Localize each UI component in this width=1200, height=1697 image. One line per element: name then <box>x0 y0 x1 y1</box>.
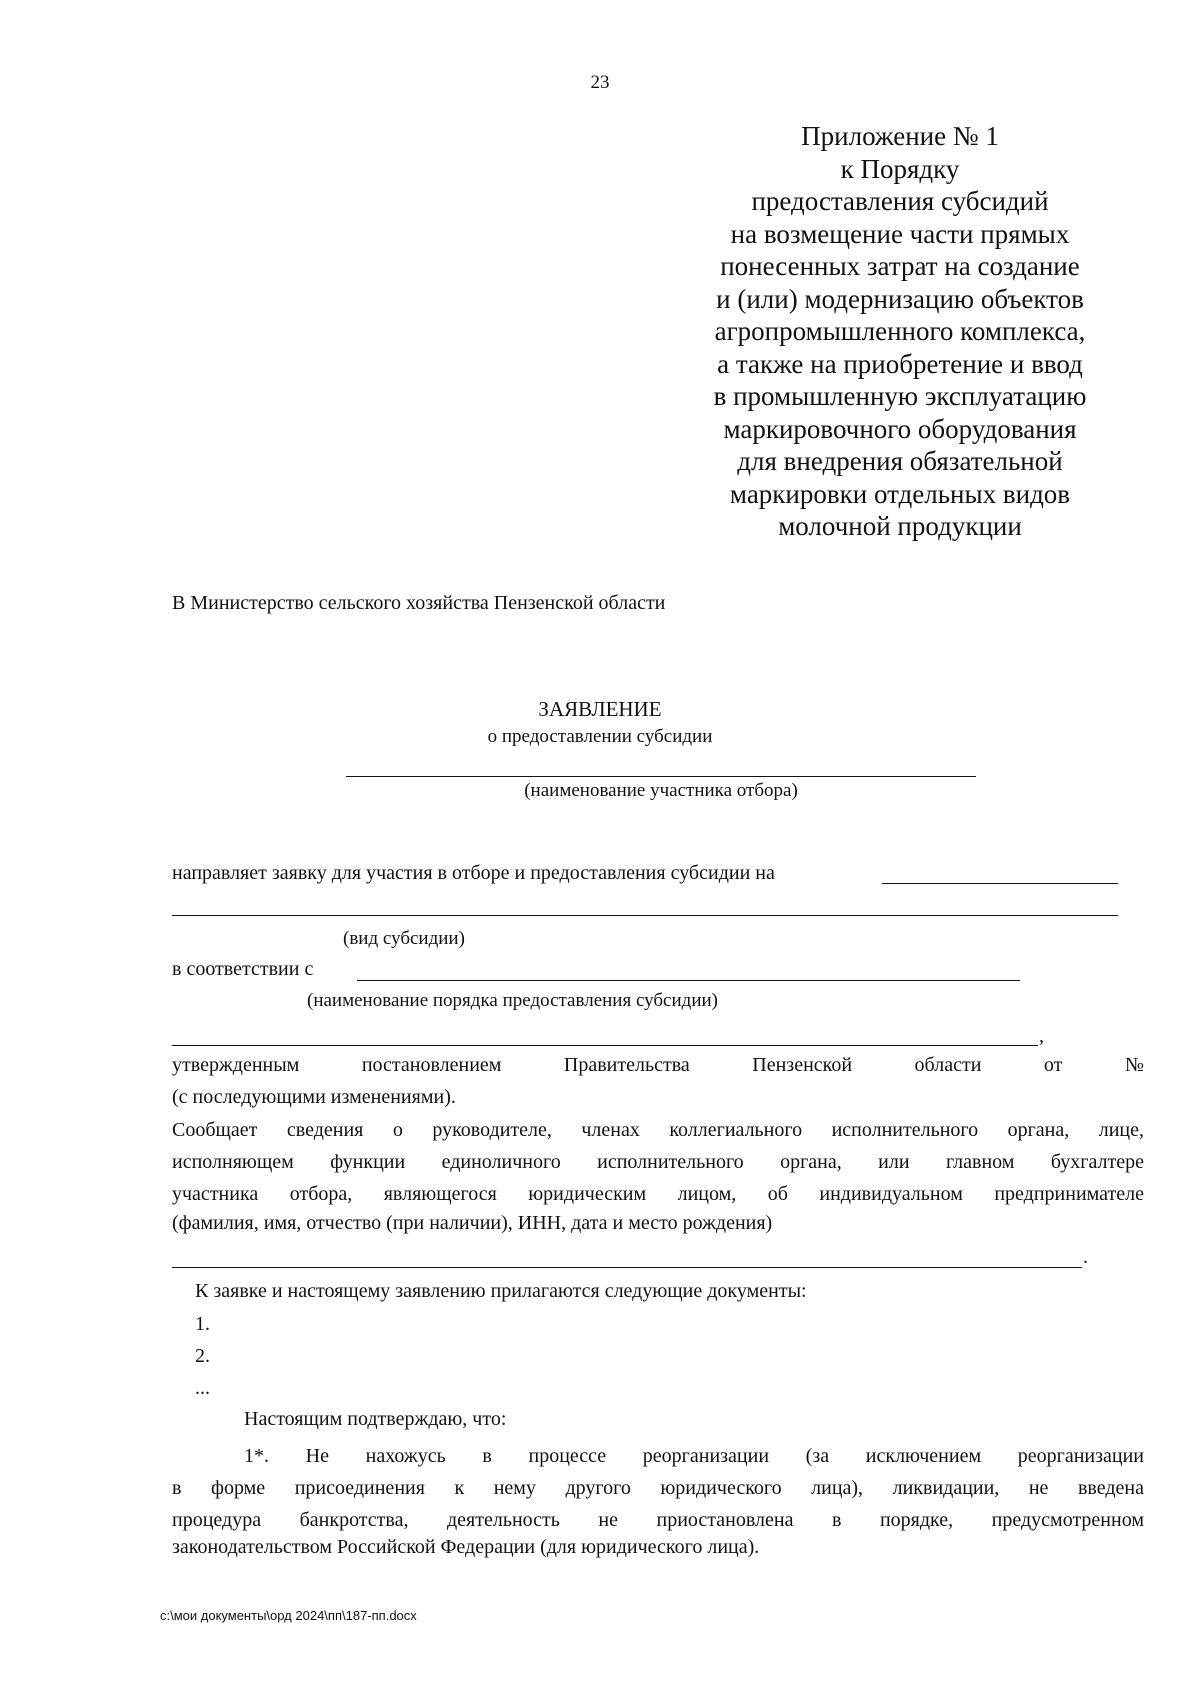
attached-item: 1. <box>195 1313 210 1335</box>
point1-line: в форме присоединения к нему другого юридического лица), ликвидации, не введена <box>172 1477 1144 1499</box>
appendix-line: молочной продукции <box>778 511 1022 541</box>
approved-word: № <box>1124 1054 1144 1076</box>
approved-word: области <box>914 1054 982 1076</box>
appendix-line: Приложение № 1 <box>801 121 999 151</box>
appendix-block <box>690 120 1110 543</box>
appendix-line: для внедрения обязательной <box>737 446 1063 476</box>
period: . <box>1083 1246 1088 1268</box>
participant-caption: (наименование участника отбора) <box>524 780 798 801</box>
attached-docs-label: К заявке и настоящему заявлению прилагаются следующие документы: <box>195 1280 807 1302</box>
approved-by-line <box>172 1054 1144 1077</box>
appendix-line: к Порядку <box>840 153 960 184</box>
approved-word: утвержденным <box>172 1054 300 1076</box>
approved-word: Пензенской <box>752 1054 853 1076</box>
point1-line: 1*. Не нахожусь в процессе реорганизации (за исключением реорганизации <box>244 1445 1144 1467</box>
approved-word: постановлением <box>361 1054 502 1076</box>
appendix-line: и (или) модернизацию объектов <box>716 283 1084 314</box>
point1-line-last: законодательством Российской Федерации (для юридического лица). <box>172 1536 760 1558</box>
info-line: участника отбора, являющегося юридическим лицом, об индивидуальном предпринимателе <box>172 1183 1144 1205</box>
appendix-line: в промышленную эксплуатацию <box>713 381 1087 411</box>
subsidy-type-blank-2[interactable] <box>172 915 1118 916</box>
procedure-blank-2[interactable] <box>172 1045 1038 1046</box>
appendix-line: маркировочного оборудования <box>723 413 1077 444</box>
info-line: Сообщает сведения о руководителе, членах коллегиального исполнительного органа, лице, <box>172 1119 1144 1141</box>
confirm-label: Настоящим подтверждаю, что: <box>244 1408 507 1430</box>
request-line: направляет заявку для участия в отборе и предоставления субсидии на <box>172 862 775 884</box>
approved-word: Правительства <box>563 1054 690 1076</box>
in-accordance-label: в соответствии с <box>172 958 314 980</box>
procedure-caption: (наименование порядка предоставления субсидии) <box>307 990 718 1011</box>
subsidy-type-blank-1[interactable] <box>882 883 1118 884</box>
participant-name-blank[interactable] <box>346 776 976 777</box>
appendix-line: а также на приобретение и ввод <box>717 348 1083 379</box>
info-line: исполняющем функции единоличного исполнительного органа, или главном бухгалтере <box>172 1151 1144 1173</box>
document-subtitle: о предоставлении субсидии <box>487 726 713 747</box>
comma: , <box>1039 1025 1044 1047</box>
procedure-blank-1[interactable] <box>357 980 1020 981</box>
appendix-line: предоставления субсидий <box>751 186 1049 216</box>
info-line-last: (фамилия, имя, отчество (при наличии), ИНН, дата и место рождения) <box>172 1212 773 1234</box>
subsidy-type-caption: (вид субсидии) <box>343 928 465 949</box>
appendix-line: на возмещение части прямых <box>730 218 1070 249</box>
page-number: 23 <box>590 72 610 93</box>
point1-line: процедура банкротства, деятельность не приостановлена в порядке, предусмотренном <box>172 1509 1144 1531</box>
addressee: В Министерство сельского хозяйства Пензенской области <box>172 592 666 614</box>
appendix-line: маркировки отдельных видов <box>729 478 1071 509</box>
attached-item: ... <box>195 1377 210 1399</box>
appendix-line: понесенных затрат на создание <box>720 251 1080 281</box>
document-title: ЗАЯВЛЕНИЕ <box>538 697 662 721</box>
attached-item: 2. <box>195 1345 210 1367</box>
approved-word: от <box>1043 1054 1063 1076</box>
manager-info-blank[interactable] <box>172 1267 1082 1268</box>
footer-file-path: c:\мои документы\орд 2024\пп\187-пп.docx <box>160 1608 417 1623</box>
amendments-note: (с последующими изменениями). <box>172 1086 456 1108</box>
appendix-line: агропромышленного комплекса, <box>714 316 1086 346</box>
